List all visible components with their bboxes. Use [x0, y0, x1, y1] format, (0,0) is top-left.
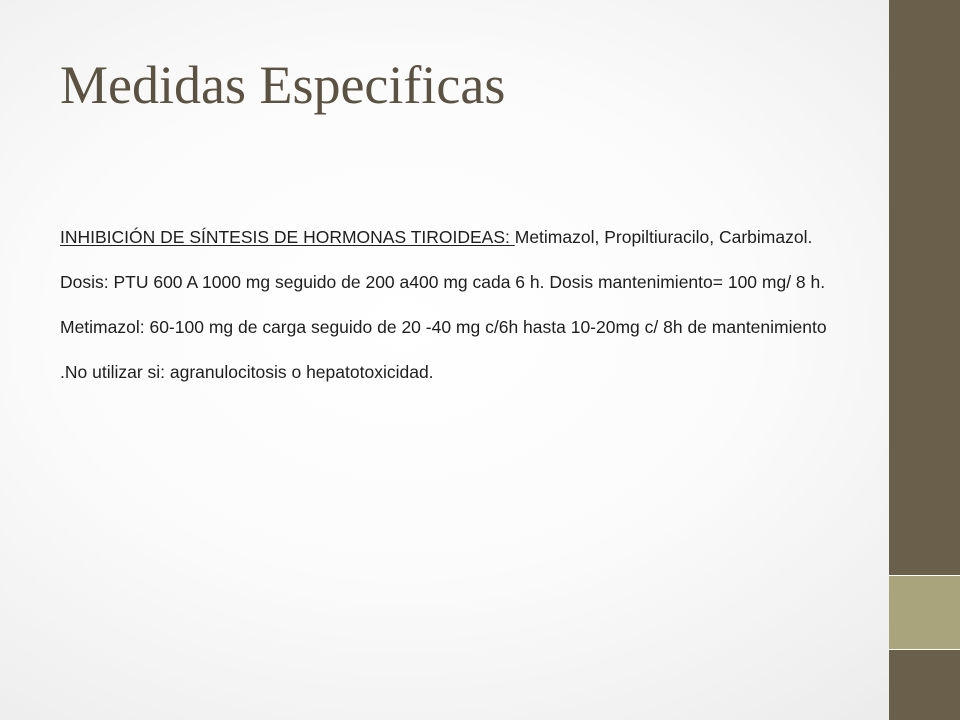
paragraph-text: Dosis: PTU 600 A 1000 mg seguido de 200 a400 mg cada 6 h. Dosis mantenimiento= 100 mg/ 8 h. [60, 272, 826, 292]
slide-body [60, 215, 850, 395]
paragraph-metimazol [60, 305, 850, 395]
paragraph-dosis [60, 260, 850, 305]
side-band-accent [889, 576, 960, 650]
paragraph-text: Metimazol: 60-100 mg de carga seguido de 20 -40 mg c/6h hasta 10-20mg c/ 8h de mantenimiento .No utilizar si: agranulocitosis o hepatotoxicidad. [60, 317, 827, 382]
slide-title: Medidas Especificas [60, 55, 506, 115]
side-band-top [889, 0, 960, 576]
paragraph-heading: INHIBICIÓN DE SÍNTESIS DE HORMONAS TIROIDEAS: [60, 227, 515, 247]
paragraph-text: Metimazol, Propiltiuracilo, Carbimazol. [514, 227, 813, 247]
side-band-bottom [889, 650, 960, 720]
paragraph-inhibition [60, 215, 850, 260]
